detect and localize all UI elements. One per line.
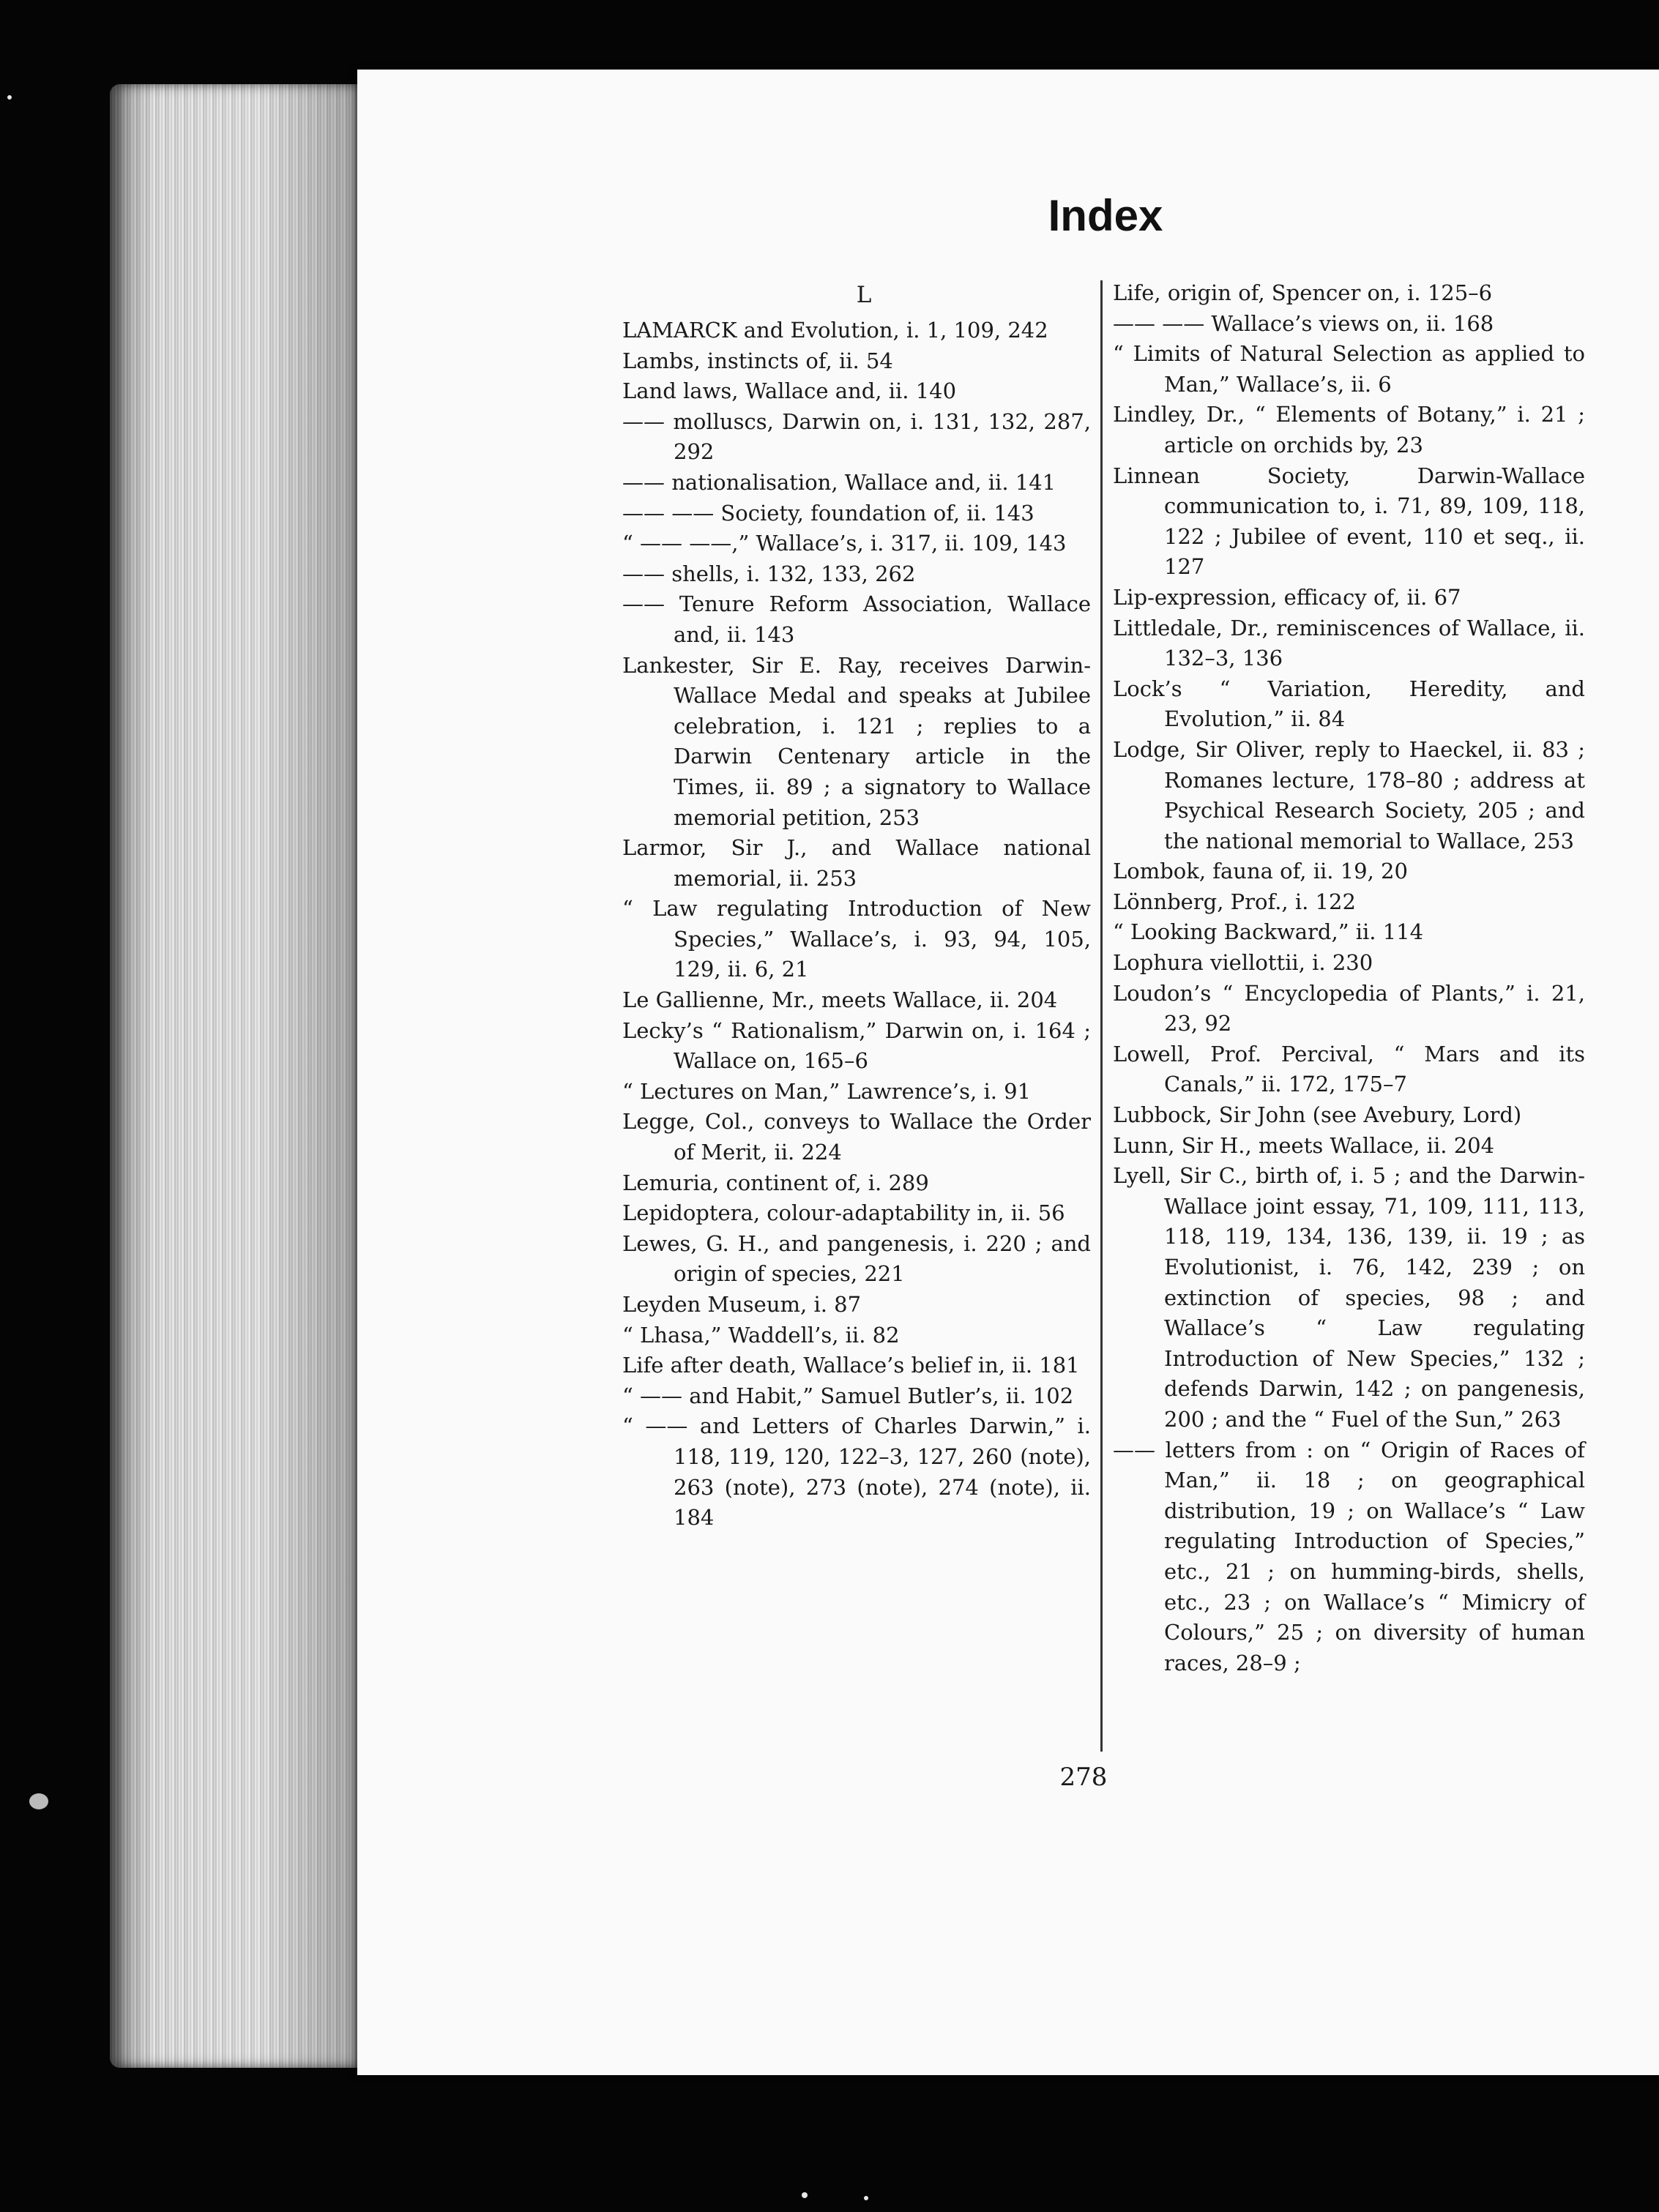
index-entry: —— shells, i. 132, 133, 262 — [622, 561, 916, 586]
index-entry: “ Limits of Natural Selection as applied to Man,” Wallace’s, ii. 6 — [1113, 341, 1585, 397]
index-entry: “ —— and Letters of Charles Darwin,” i. 118, 119, 120, 122–3, 127, 260 (note), 263 (note), 273 (note), 274 (note), ii. 184 — [622, 1413, 1091, 1531]
index-entry: Lönnberg, Prof., i. 122 — [1113, 889, 1356, 914]
index-entry: Lodge, Sir Oliver, reply to Haeckel, ii. 83 ; Romanes lecture, 178–80 ; address at Psychical Research Society, 205 ; and the national memorial to Wallace, 253 — [1113, 736, 1585, 853]
index-entry: Lepidoptera, colour-adaptability in, ii. 56 — [622, 1200, 1065, 1226]
index-entry: Lewes, G. H., and pangenesis, i. 220 ; and origin of species, 221 — [622, 1230, 1091, 1287]
index-entry: “ Lectures on Man,” Lawrence’s, i. 91 — [622, 1078, 1032, 1104]
index-entry: Lindley, Dr., “ Elements of Botany,” i. 21 ; article on orchids by, 23 — [1113, 402, 1585, 457]
index-entry: “ Law regulating Introduction of New Species,” Wallace’s, i. 93, 94, 105, 129, ii. 6, 21 — [622, 896, 1091, 982]
index-entry: Lunn, Sir H., meets Wallace, ii. 204 — [1113, 1132, 1495, 1158]
index-entry: Lyell, Sir C., birth of, i. 5 ; and the Darwin-Wallace joint essay, 71, 109, 111, 113, 118, 119, 134, 136, 139, ii. 19 ; as Evolutionist, i. 76, 142, 239 ; on extinction of species, 98 ; and Wallace’s “ Law regulating Introduction of New Species,” 132 ; defends Darwin, 142 ; on pangenesis, 200 ; and the “ Fuel of the Sun,” 263 — [1113, 1163, 1585, 1432]
column-divider — [1100, 280, 1103, 1752]
index-entry: —— —— Society, foundation of, ii. 143 — [622, 500, 1034, 526]
scan-speck — [802, 2192, 808, 2198]
index-entry: —— molluscs, Darwin on, i. 131, 132, 287, 292 — [622, 408, 1091, 465]
index-entry: Le Gallienne, Mr., meets Wallace, ii. 204 — [622, 987, 1058, 1013]
index-entry: Lecky’s “ Rationalism,” Darwin on, i. 164 ; Wallace on, 165–6 — [622, 1017, 1091, 1074]
index-entries-left — [622, 315, 1091, 1533]
index-entry: Loudon’s “ Encyclopedia of Plants,” i. 21, 23, 92 — [1113, 980, 1585, 1036]
index-column-left — [622, 274, 1091, 1533]
index-entry: Legge, Col., conveys to Wallace the Order of Merit, ii. 224 — [622, 1109, 1091, 1165]
index-entry: Lambs, instincts of, ii. 54 — [622, 348, 893, 373]
index-entry: Lankester, Sir E. Ray, receives Darwin-Wallace Medal and speaks at Jubilee celebration, i. 121 ; replies to a Darwin Centenary article in the Times, ii. 89 ; a signatory to Wallace memorial petition, 253 — [622, 652, 1091, 830]
index-entry: Land laws, Wallace and, ii. 140 — [622, 378, 957, 404]
page-title: Index — [1048, 191, 1163, 240]
index-entry: —— letters from : on “ Origin of Races of Man,” ii. 18 ; on geographical distribution, 19 ; on Wallace’s “ Law regulating Introduction of Species,” etc., 21 ; on humming-birds, shells, etc., 23 ; on Wallace’s “ Mimicry of Colours,” 25 ; on diversity of human races, 28–9 ; — [1113, 1437, 1585, 1675]
section-letter: L — [856, 282, 872, 308]
index-entry: Larmor, Sir J., and Wallace national memorial, ii. 253 — [622, 835, 1091, 891]
index-entry: LAMARCK and Evolution, i. 1, 109, 242 — [622, 318, 1048, 343]
index-entry: Lemuria, continent of, i. 289 — [622, 1170, 929, 1195]
index-entry: Lophura viellottii, i. 230 — [1113, 950, 1373, 976]
scan-speck — [864, 2196, 868, 2200]
index-entry: Linnean Society, Darwin-Wallace communication to, i. 71, 89, 109, 118, 122 ; Jubilee of event, 110 et seq., ii. 127 — [1113, 463, 1585, 580]
index-entry: Lubbock, Sir John (see Avebury, Lord) — [1113, 1102, 1522, 1128]
index-entry: Lombok, fauna of, ii. 19, 20 — [1113, 859, 1408, 884]
scan-speck — [7, 95, 12, 100]
index-entry: Littledale, Dr., reminiscences of Wallace, ii. 132–3, 136 — [1113, 615, 1585, 671]
book-page-edges — [110, 84, 359, 2068]
index-entry: Life after death, Wallace’s belief in, ii. 181 — [622, 1353, 1080, 1378]
index-entry: “ —— ——,” Wallace’s, i. 317, ii. 109, 143 — [622, 531, 1067, 556]
index-entry: —— —— Wallace’s views on, ii. 168 — [1113, 310, 1494, 336]
index-entry: Lock’s “ Variation, Heredity, and Evolution,” ii. 84 — [1113, 676, 1585, 732]
index-entry: Lowell, Prof. Percival, “ Mars and its Canals,” ii. 172, 175–7 — [1113, 1041, 1585, 1097]
index-entry: Life, origin of, Spencer on, i. 125–6 — [1113, 280, 1493, 305]
index-entry: Leyden Museum, i. 87 — [622, 1292, 862, 1317]
index-entry: “ Looking Backward,” ii. 114 — [1113, 919, 1424, 945]
index-column-right — [1113, 278, 1585, 1678]
scan-speck — [29, 1793, 48, 1809]
index-entry: Lip-expression, efficacy of, ii. 67 — [1113, 584, 1461, 610]
index-entry: —— nationalisation, Wallace and, ii. 141 — [622, 469, 1056, 495]
index-entry: “ —— and Habit,” Samuel Butler’s, ii. 102 — [622, 1383, 1074, 1408]
index-entry: —— Tenure Reform Association, Wallace and, ii. 143 — [622, 591, 1091, 647]
index-entries-right — [1113, 278, 1585, 1678]
page-number: 278 — [1059, 1763, 1108, 1792]
index-entry: “ Lhasa,” Waddell’s, ii. 82 — [622, 1322, 900, 1348]
